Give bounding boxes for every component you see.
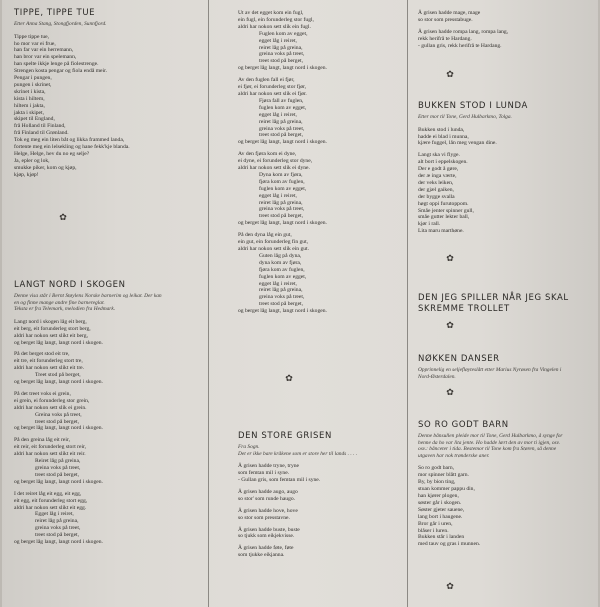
song-title: DEN STORE GRISEN — [238, 431, 332, 441]
song-title: DEN JEG SPILLER NÅR JEG SKAL — [418, 293, 569, 303]
subtitle-line: Nord-Østerdalen. — [418, 373, 456, 380]
lyric-line: med tauv og gras i munnen. — [418, 541, 481, 548]
lyric-line: Bukken stod i lunda, — [418, 126, 465, 133]
lyric-line: og berget låg langt, langt nord i skogen. — [238, 220, 327, 227]
song-title: NØKKEN DANSER — [418, 354, 500, 364]
lyric-line: Der e godt å gøre, — [418, 166, 459, 173]
lyric-line: og berget låg langt, langt nord i skogen. — [238, 139, 327, 146]
lyric-line: småe gutter lekter ball, — [418, 214, 470, 221]
lyric-line: dyna kom av fjøra, — [259, 259, 302, 266]
lyric-line: eit egg, eit forunderleg stort egg, — [14, 497, 88, 504]
lyric-line: egget låg i reiret, — [259, 111, 297, 118]
song-grisen — [238, 431, 408, 559]
lyric-line: Greina voks på treet, — [35, 411, 82, 418]
song-nokken — [418, 354, 588, 380]
song-subtitle: Etter Anna Stang, Stongfjorden, Sunnfjord. — [14, 21, 107, 27]
lyric-line: egget låg i reiret, — [259, 192, 297, 199]
lyric-line: kjære fuggel, lån meg vengan dine. — [418, 140, 497, 147]
lyric-line: so stor' som runde haugo. — [238, 495, 296, 502]
lyric-line: Ja, epler og lok, — [14, 157, 50, 164]
song-lyrics — [418, 127, 588, 236]
subtitle-line: osv.: bånceter i tida. Bestemor til Tone kom fra Støren, så denne — [418, 446, 557, 453]
lyric-line: fjøra kom av fuglen, — [259, 178, 305, 185]
lyric-line: aldri har nokon sett slik ei fjør. — [238, 90, 307, 97]
lyric-line: På den dyna låg ein gut, — [238, 232, 292, 239]
song-lyrics — [14, 34, 200, 179]
subtitle-line: Denne visa står i Bernt Støylens Norske barnerim og leikar. Der kan — [14, 293, 162, 299]
lyric-line: Strengen kosta pengar og fiola endå meir. — [14, 68, 108, 75]
lyric-line: rekk herifrå te Hardang. — [418, 35, 472, 42]
lyric-line: treet stod på berget, — [35, 418, 80, 425]
lyric-line: Å grisen hadde føte, føte — [238, 545, 294, 552]
lyric-line: fuglen kom av egget, — [259, 185, 307, 192]
lyric-line: Bror går i uren, — [418, 520, 453, 527]
song-subtitle — [238, 444, 408, 457]
lyric-line: so tjukk som eikjekvisse. — [238, 533, 295, 540]
lyric-line: frå Finland til Grønland. — [14, 130, 69, 137]
lyric-line: han far var ein herremann, — [14, 47, 74, 54]
lyric-line: Å grisen hadde augo, augo — [238, 488, 298, 495]
subtitle-line: Det er ikke bare kråkene som er store her til lands . . . . — [238, 450, 358, 457]
song-subtitle: Etter mor til Tone, Gerd Hulbarkmo, Tolga. — [418, 114, 512, 120]
lyric-line: reiret låg på greina, — [259, 287, 303, 294]
lyric-line: og berget låg langt, langt nord i skogen. — [14, 478, 103, 485]
subtitle-line: Denne bånsullen pleide mor til Tone, Gerd Hulbarkmo, å synge for — [418, 433, 563, 439]
flower-ornament-icon: ✿ — [285, 374, 293, 384]
lyric-line: egget låg i reiret, — [259, 37, 297, 44]
lyric-line: greina voks på treet, — [259, 206, 305, 213]
lyric-line: høgt oppi furutoppom. — [418, 200, 469, 207]
lyric-line: Pengar i pungen, — [14, 75, 52, 82]
lyric-line: ein gut, ein forunderleg fin gut, — [238, 239, 309, 246]
song-lyrics — [418, 465, 588, 548]
lyric-line: aldri har nokon sett slikt eit reir. — [14, 451, 86, 458]
lyric-line: - Gullan gris, som femtan mil i syne. — [238, 477, 321, 483]
lyric-line: skrinet i kista, — [14, 88, 46, 95]
lyric-line: Egget låg i reiret, — [35, 511, 74, 518]
lyric-line: aldri har nokon sett slik ei dyne. — [238, 165, 310, 172]
lyric-line: der gjæl gaiken, — [418, 186, 454, 193]
flower-ornament-icon: ✿ — [446, 388, 454, 398]
flower-ornament-icon: ✿ — [446, 582, 454, 592]
lyric-line: greina voks på treet, — [35, 465, 81, 471]
lyric-line: ei grein, ei forunderleg stor grein, — [14, 397, 90, 404]
lyric-line: Guten låg på dyna, — [259, 252, 302, 259]
lyric-line: aldri har nokon sett slik ein fugl. — [238, 23, 311, 30]
lyric-line: egget låg i reiret, — [259, 280, 297, 287]
song-ro-godt-barn — [418, 420, 588, 548]
song-jeg-spiller — [418, 293, 588, 315]
lyric-line: Fjøra fall av fuglen, — [259, 97, 304, 104]
lyric-line: aldri har nokon sett slikt eit egg. — [14, 504, 87, 511]
lyric-line: han spelte ikkje lenge på fiolestrenge. — [14, 61, 99, 68]
lyric-line: som femtan mil i syne. — [238, 470, 290, 477]
lyric-line: greina voks på treet, — [259, 125, 305, 132]
song-tippe — [14, 8, 200, 179]
lyric-line: stuan kommer pappu din, — [418, 486, 475, 493]
lyric-line: reiret låg på greina, — [35, 518, 79, 525]
song-grisen-cont — [418, 10, 588, 50]
lyric-line: jakta i skipet, — [14, 109, 44, 116]
lyric-line: so stor som presstabuge. — [418, 16, 473, 23]
lyric-line: og berget låg langt, langt nord i skogen. — [14, 425, 103, 432]
subtitle-line: henne da ho var lita jente. Ho hadde lært den av mor ti igjen, osv. — [418, 439, 560, 446]
lyric-line: greina voks på treet, — [259, 51, 305, 58]
lyric-line: reiret låg på greina, — [259, 118, 303, 125]
lyric-line: eit berg, eit forunderleg stort berg, — [14, 325, 91, 332]
song-langt-nord — [14, 280, 200, 546]
lyric-line: Å grisen hadde rompa lang, rompa lang, — [418, 28, 509, 35]
lyric-line: skipet til England, — [14, 116, 55, 123]
song-lyrics — [238, 463, 408, 559]
song-lyrics — [14, 319, 200, 546]
lyric-line: Treet stod på berget, — [35, 372, 81, 379]
song-lyrics — [238, 10, 408, 315]
lyric-line: eit tre, eit forunderleg stort tre, — [14, 358, 83, 365]
lyric-line: Bukken står i landen — [418, 534, 465, 541]
subtitle-line: Opprinnelig en seljefløyteslått etter Marius Nyrøsen fra Vingelen i — [418, 367, 562, 373]
lyric-line: På det treet voks ei grein, — [14, 390, 71, 397]
song-title: LANGT NORD I SKOGEN — [14, 280, 126, 290]
lyric-line: og berget låg langt, langt nord i skogen. — [14, 539, 103, 546]
subtitle-line: Fra Sogn. — [238, 444, 260, 450]
lyric-line: Langt nord i skogen låg eit berg, — [14, 318, 87, 325]
lyric-line: treet stod på berget, — [259, 132, 304, 139]
subtitle-line: en og finne mange andre fine barnereglar. — [14, 299, 105, 306]
lyric-line: På det berget stod eit tre, — [14, 351, 70, 358]
lyric-line: frå Holland til Finland, — [14, 123, 66, 130]
lyric-line: eit reir, eit forunderleg stort reir, — [14, 444, 87, 451]
lyric-line: han bror var ein spelemann, — [14, 54, 77, 61]
lyric-line: Av den fuglen fall ei fjør, — [238, 77, 295, 84]
lyric-line: ein fugl, ein forunderleg stor fugl, — [238, 16, 314, 23]
lyric-line: lang bort i haugene. — [418, 513, 463, 520]
lyric-line: Ut av det egget kom ein fugl, — [238, 10, 304, 16]
lyric-line: som tjukke eikjanna. — [238, 552, 285, 559]
lyric-line: treet stod på berget, — [259, 58, 304, 65]
song-bukken — [418, 101, 588, 235]
lyric-line: Å grisen hadde mage, mage — [418, 10, 481, 16]
lyric-line: ho mor var ei frue, — [14, 40, 56, 47]
lyric-line: der æ inga værte, — [418, 173, 457, 180]
lyric-line: aldri har nokon sett slik ei grein. — [14, 404, 87, 411]
song-title: SKREMME TROLLET — [418, 304, 510, 314]
lyric-line: Tippe tippe tue, — [14, 33, 50, 40]
lyric-line: So ro godt barn, — [418, 465, 455, 472]
lyric-line: Å grisen hadde buste, buste — [238, 526, 300, 533]
lyric-line: hadde ei blad i munna, — [418, 133, 469, 140]
lyric-line: pungen i skrinet, — [14, 81, 52, 88]
lyric-line: fortente meg ein lelsekling og hane fekk'kje blanda. — [14, 144, 130, 151]
song-subtitle — [14, 293, 200, 313]
left-edge — [0, 0, 2, 607]
lyric-line: På den greina låg eit reir, — [14, 437, 71, 444]
lyric-line: Småe jenter spinner gull, — [418, 207, 474, 214]
lyric-line: mor spinner blått garn. — [418, 472, 469, 479]
lyric-line: alt bort i eppelskogen. — [418, 159, 468, 166]
lyric-line: ei dyne, ei forunderleg stor dyne, — [238, 158, 313, 165]
column-divider — [208, 0, 209, 607]
lyric-line: han kjører plogen, — [418, 493, 459, 499]
lyric-line: so stor som presstavne. — [238, 514, 290, 521]
lyric-line: reiret låg på greina, — [259, 44, 303, 51]
song-title: BUKKEN STOD I LUNDA — [418, 101, 528, 111]
song-title: TIPPE, TIPPE TUE — [14, 8, 96, 18]
lyric-line: og berget låg langt, langt nord i skogen. — [238, 308, 327, 315]
lyric-line: treet stod på berget, — [35, 471, 80, 478]
lyric-line: Å grisen hadde tryne, tryne — [238, 463, 300, 470]
lyric-line: aldri har nokon sett slikt eit tre. — [14, 365, 85, 372]
lyric-line: Søster gjeter sauene, — [418, 506, 465, 513]
lyric-line: kjør i rall. — [418, 221, 441, 228]
song-lyrics — [418, 10, 588, 50]
lyric-line: treet stod på berget, — [35, 532, 80, 539]
lyric-line: aldri har nokon sett slikt eit berg, — [14, 332, 88, 339]
lyric-line: Tok eg meg ein liten båt og likka frammed landa, — [14, 137, 125, 144]
lyric-line: og berget låg langt, langt nord i skogen. — [238, 65, 327, 72]
lyric-line: aldri har nokon sett slik ein gut. — [238, 246, 309, 252]
lyric-line: - gullan gris, rekk herifrå te Hardang. — [418, 42, 502, 49]
lyric-line: ei fjør, ei forunderleg stor fjør, — [238, 84, 307, 91]
lyric-line: treet stod på berget, — [259, 301, 304, 308]
lyric-line: greina voks på treet, — [35, 525, 81, 532]
subtitle-line: Teksta er fra Telemark, melodien fra Hedmark. — [14, 306, 116, 313]
lyric-line: kjøp, kjøp! — [14, 171, 39, 178]
lyric-line: Lita maru marthøne. — [418, 228, 464, 235]
lyric-line: I det reiret låg eit egg, eit egg, — [14, 490, 82, 497]
song-langt-nord-cont — [238, 10, 408, 315]
subtitle-line: utgaven har nok trønderske aner. — [418, 452, 490, 459]
flower-ornament-icon: ✿ — [446, 254, 454, 264]
lyric-line: kista i hiltem, — [14, 95, 45, 102]
lyric-line: fuglen kom av egget, — [259, 104, 307, 111]
lyric-line: smukke piker, kom og kjøp, — [14, 164, 77, 171]
lyric-line: reiret låg på greina, — [259, 199, 303, 206]
lyric-line: fuglen kom av egget, — [259, 273, 307, 280]
lyric-line: By, by bion ting, — [418, 479, 456, 486]
lyric-line: Av den fjøra kom ei dyne, — [238, 151, 297, 158]
lyric-line: fjøra kom av fuglen, — [259, 266, 305, 273]
lyric-line: hiltem i jakta, — [14, 102, 45, 109]
flower-ornament-icon: ✿ — [59, 213, 67, 223]
lyric-line: treet stod på berget, — [259, 213, 304, 220]
lyric-line: Reiret låg på greina, — [35, 458, 81, 465]
flower-ornament-icon: ✿ — [446, 321, 454, 331]
lyric-line: der veks leiken, — [418, 179, 454, 186]
lyric-line: og berget låg langt, langt nord i skogen. — [14, 379, 103, 386]
flower-ornament-icon: ✿ — [446, 70, 454, 80]
song-title: SO RO GODT BARN — [418, 420, 509, 430]
lyric-line: Dyna kom av fjøra, — [259, 171, 303, 178]
lyric-line: Helge, Helge, hev du no eg selje? — [14, 151, 90, 157]
lyric-line: Fuglen kom av egget, — [259, 30, 308, 37]
song-subtitle — [418, 367, 588, 380]
lyric-line: søster går i skogen. — [418, 499, 462, 506]
lyric-line: greina voks på treet, — [259, 294, 305, 301]
lyric-line: Langt ska vi flyge. — [418, 152, 460, 159]
lyric-line: blåser i luren. — [418, 527, 449, 534]
song-subtitle — [418, 433, 588, 459]
lyric-line: og berget låg langt, langt nord i skogen. — [14, 339, 103, 346]
lyric-line: der bygge svalla — [418, 193, 455, 200]
lyric-line: Å grisen hadde hove, hove — [238, 507, 298, 514]
